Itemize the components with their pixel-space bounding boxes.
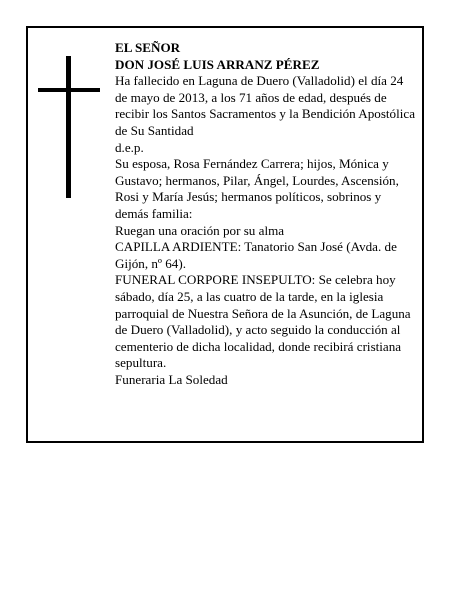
- deceased-name: DON JOSÉ LUIS ARRANZ PÉREZ: [115, 56, 320, 72]
- notice-text: [115, 40, 417, 388]
- obituary-notice: [26, 26, 424, 443]
- rest-in-peace: d.e.p.: [115, 139, 144, 155]
- prayer-request: Ruegan una oración por su alma: [115, 222, 285, 238]
- cross-vertical-bar: [66, 56, 71, 198]
- family-members: Su esposa, Rosa Fernández Carrera; hijos, Mónica y Gustavo; hermanos, Pilar, Ángel, Lourdes, Ascensión, Rosi y María Jesús; hermanos políticos, sobrinos y demás familia:: [115, 156, 399, 221]
- funeral-chapel: CAPILLA ARDIENTE: Tanatorio San José (Avda. de Gijón, nº 64).: [115, 239, 397, 271]
- cross-horizontal-bar: [38, 88, 100, 92]
- funeral-service: FUNERAL CORPORE INSEPULTO: Se celebra hoy sábado, día 25, a las cuatro de la tarde, en la iglesia parroquial de Nuestra Señora de la Asunción, de Laguna de Duero (Valladolid), y acto seguido la conducción al cementerio de dicha localidad, donde recibirá cristiana sepultura.: [115, 272, 411, 371]
- funeral-home: Funeraria La Soledad: [115, 371, 228, 387]
- latin-cross-icon: [38, 56, 100, 198]
- death-announcement: Ha fallecido en Laguna de Duero (Valladolid) el día 24 de mayo de 2013, a los 71 años de edad, después de recibir los Santos Sacramentos y la Bendición Apostólica de Su Santidad: [115, 73, 416, 138]
- notice-title: EL SEÑOR: [115, 40, 181, 55]
